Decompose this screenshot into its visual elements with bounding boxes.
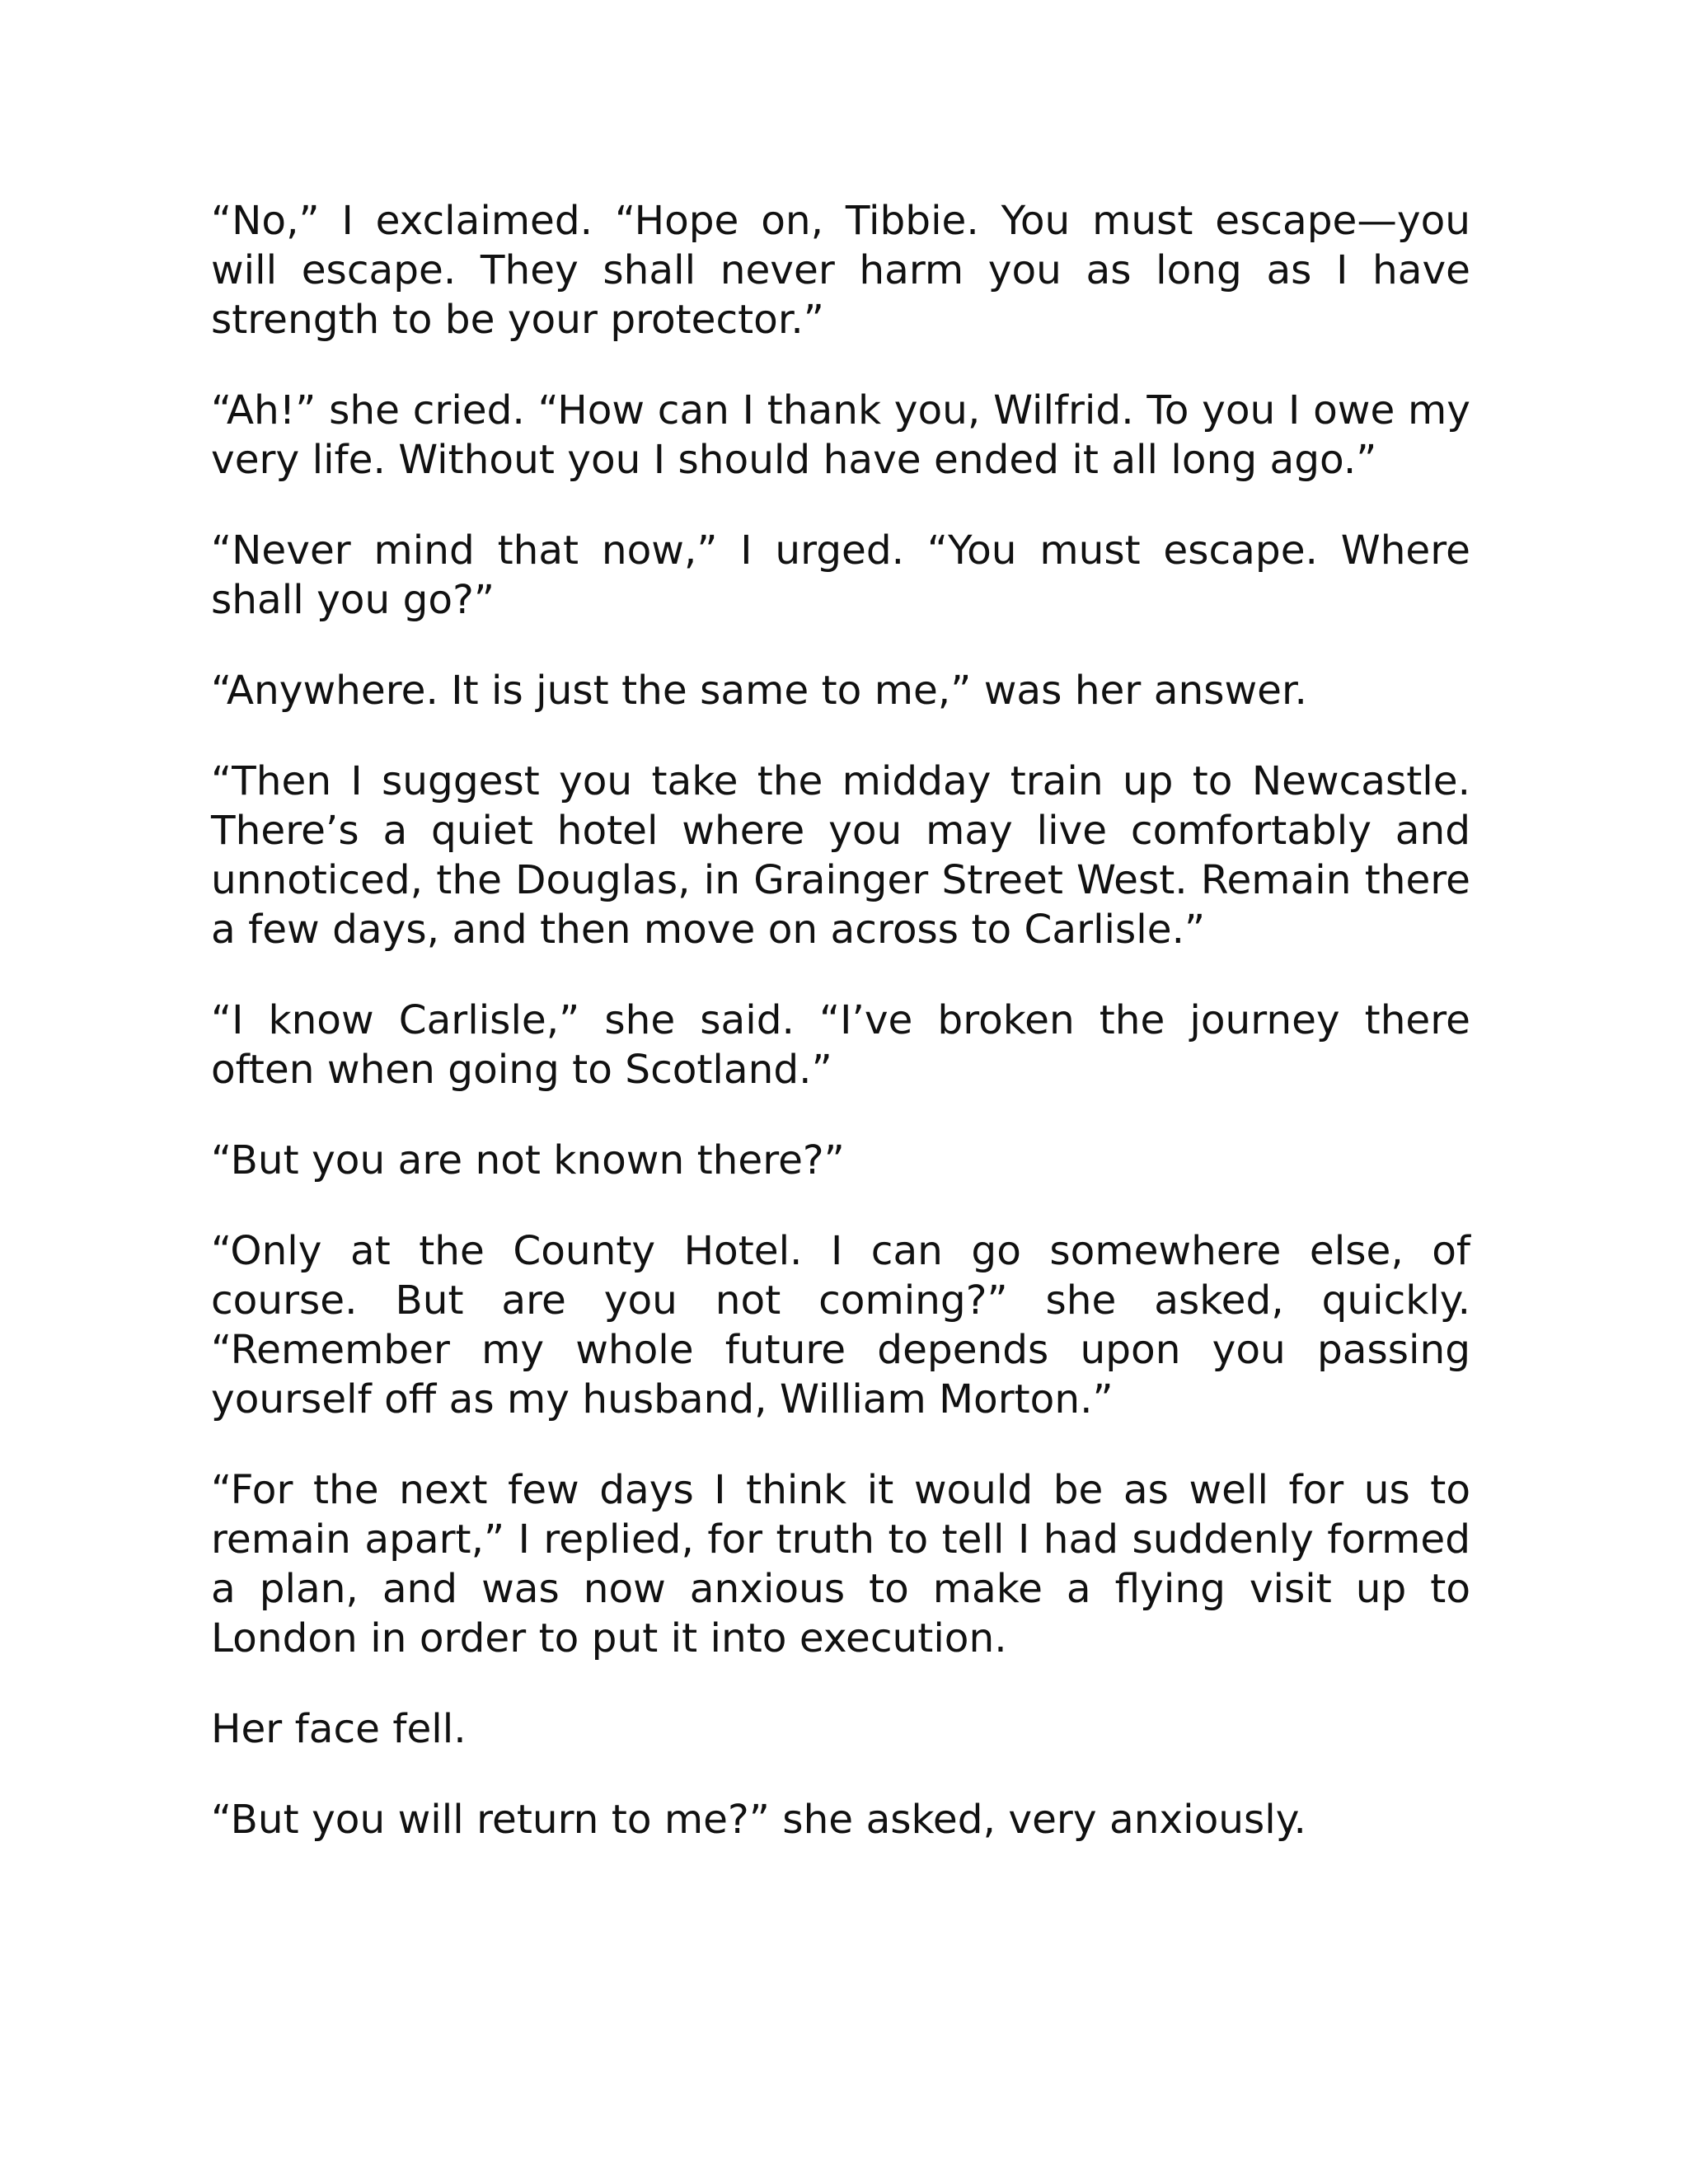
paragraph: “Then I suggest you take the midday train up to Newcastle. There’s a quiet hotel where you may live comfortably and unnoticed, the Douglas, in Grainger Street West. Remain there a few days, and then move on across to Carlisle.” [211, 758, 1470, 953]
paragraph: “Anywhere. It is just the same to me,” was her answer. [211, 668, 1307, 714]
paragraph: “Ah!” she cried. “How can I thank you, Wilfrid. To you I owe my very life. Without you I should have ended it all long ago.” [211, 387, 1470, 483]
paragraph: “But you are not known there?” [211, 1137, 845, 1183]
paragraph: “No,” I exclaimed. “Hope on, Tibbie. You must escape—you will escape. They shall never harm you as long as I have strength to be your protector.” [211, 198, 1470, 343]
paragraph: “I know Carlisle,” she said. “I’ve broken the journey there often when going to Scotland.” [211, 997, 1470, 1093]
paragraph: “Only at the County Hotel. I can go somewhere else, of course. But are you not coming?” she asked, quickly. “Remember my whole future depends upon you passing yourself off as my husband, William Morton.” [211, 1228, 1470, 1422]
paragraph: Her face fell. [211, 1706, 467, 1752]
paragraph: “Never mind that now,” I urged. “You must escape. Where shall you go?” [211, 527, 1470, 623]
paragraph: “But you will return to me?” she asked, very anxiously. [211, 1797, 1306, 1843]
paragraph: “For the next few days I think it would be as well for us to remain apart,” I replied, for truth to tell I had suddenly formed a plan, and was now anxious to make a flying visit up to London in order to put it into execution. [211, 1467, 1470, 1661]
page-body [211, 196, 1470, 1886]
